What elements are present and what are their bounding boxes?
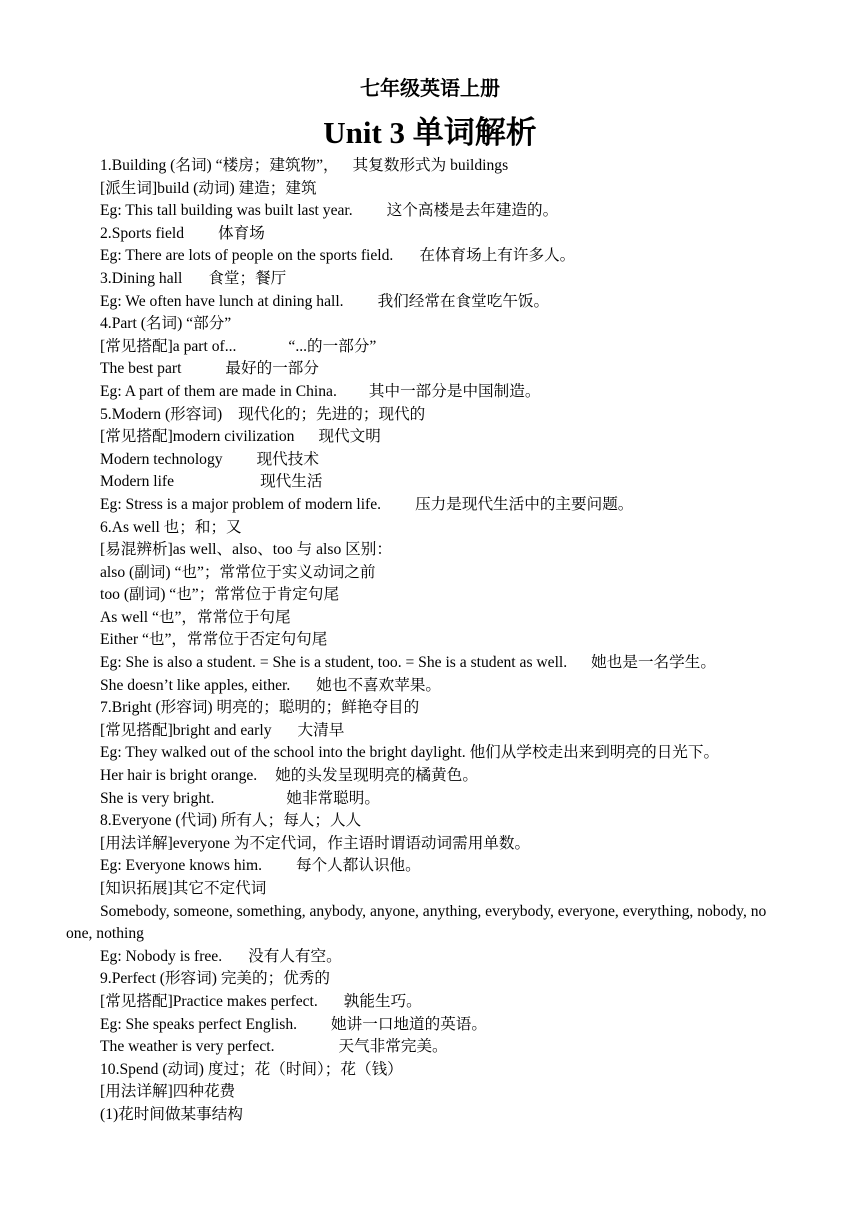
- line-translation: 没有人有空。: [248, 947, 342, 965]
- line-translation: 食堂；餐厅: [208, 269, 287, 287]
- line-text: Modern life: [100, 473, 175, 491]
- line-text: Eg: She is also a student. = She is a student, too. = She is a student as well.: [100, 654, 568, 672]
- text-line: [66, 291, 788, 314]
- text-line: [66, 946, 788, 969]
- line-translation: 现代技术: [256, 450, 319, 468]
- line-translation: 孰能生巧。: [343, 992, 422, 1010]
- line-text: [常见搭配]a part of...: [100, 337, 237, 355]
- text-line: [66, 313, 788, 336]
- line-text: The weather is very perfect.: [100, 1038, 275, 1056]
- text-line: [66, 810, 788, 833]
- line-text: 4.Part (名词) “部分”: [100, 315, 232, 333]
- line-text: Eg: Everyone knows him.: [100, 857, 262, 875]
- line-translation: 在体育场上有许多人。: [419, 247, 576, 265]
- text-line: [66, 449, 788, 472]
- line-text: She doesn’t like apples, either.: [100, 676, 291, 694]
- text-line: [66, 833, 788, 856]
- line-translation: 她非常聪明。: [286, 789, 380, 807]
- line-translation: 现代化的；先进的；现代的: [238, 405, 426, 423]
- line-translation: 她也是一名学生。: [591, 654, 716, 672]
- line-text: 3.Dining hall: [100, 269, 183, 287]
- line-translation: 最好的一部分: [225, 360, 319, 378]
- line-text: Eg: A part of them are made in China.: [100, 382, 337, 400]
- line-text: 1.Building (名词) “楼房；建筑物”，: [100, 157, 339, 174]
- text-line: [66, 155, 788, 178]
- line-translation: 现代生活: [260, 473, 323, 491]
- line-text: 10.Spend (动词) 度过；花（时间）；花（钱）: [100, 1060, 403, 1078]
- text-line: [66, 562, 788, 585]
- text-line: [66, 765, 788, 788]
- line-translation: 她的头发呈现明亮的橘黄色。: [275, 767, 478, 785]
- text-line: [66, 358, 788, 381]
- line-text: Somebody, someone, something, anybody, anyone, anything, everybody, everyone, everything, nobody, no one, nothing: [66, 902, 767, 943]
- text-line: [66, 991, 788, 1014]
- line-text: 7.Bright (形容词) 明亮的；聪明的；鲜艳夺目的: [100, 699, 420, 717]
- line-text: Eg: They walked out of the school into the bright daylight. 他们从学校走出来到明亮的日光下。: [100, 744, 720, 762]
- line-text: Her hair is bright orange.: [100, 767, 258, 785]
- text-line: [66, 494, 788, 517]
- text-line: [66, 720, 788, 743]
- line-text: She is very bright.: [100, 789, 215, 807]
- text-line: [66, 607, 788, 630]
- text-line: [66, 539, 788, 562]
- line-text: Either “也”，常常位于否定句句尾: [100, 631, 328, 649]
- line-text: [常见搭配]modern civilization: [100, 428, 295, 446]
- line-translation: 她讲一口地道的英语。: [331, 1015, 487, 1033]
- text-line: [66, 742, 788, 765]
- text-line: [66, 471, 788, 494]
- text-line: [66, 245, 788, 268]
- line-text: too (副词) “也”；常常位于肯定句尾: [100, 586, 340, 604]
- line-text: Eg: This tall building was built last year.: [100, 202, 353, 220]
- line-translation: 大清早: [297, 721, 345, 739]
- line-translation: “...的一部分”: [288, 337, 377, 355]
- line-translation: 我们经常在食堂吃午饭。: [377, 292, 550, 310]
- line-text: 5.Modern (形容词): [100, 405, 223, 423]
- line-translation: 她也不喜欢苹果。: [316, 676, 442, 694]
- text-line: [66, 584, 788, 607]
- line-text: [知识拓展]其它不定代词: [100, 880, 267, 897]
- line-text: [常见搭配]Practice makes perfect.: [100, 992, 318, 1010]
- line-translation: 体育场: [218, 224, 265, 242]
- text-line: [66, 788, 788, 811]
- line-text: Eg: Stress is a major problem of modern life.: [100, 495, 382, 513]
- page-title: Unit 3 单词解析: [323, 115, 537, 150]
- line-text: [用法详解]四种花费: [100, 1083, 236, 1101]
- text-line: [66, 1081, 788, 1104]
- text-line: [66, 268, 788, 291]
- line-text: Eg: Nobody is free.: [100, 947, 223, 965]
- text-line: [66, 968, 788, 991]
- line-text: [常见搭配]bright and early: [100, 721, 272, 739]
- line-text: Eg: She speaks perfect English.: [100, 1015, 298, 1033]
- line-text: Eg: There are lots of people on the sports field.: [100, 247, 394, 265]
- text-line: [66, 697, 788, 720]
- line-translation: 每个人都认识他。: [295, 857, 421, 875]
- line-translation: 其中一部分是中国制造。: [368, 382, 541, 400]
- line-text: [派生词]build (动词) 建造；建筑: [100, 179, 317, 197]
- line-text: Eg: We often have lunch at dining hall.: [100, 292, 344, 310]
- line-translation: 现代文明: [318, 428, 381, 446]
- line-text: [易混辨析]as well、also、too 与 also 区别：: [100, 541, 392, 559]
- document-body: [66, 155, 788, 1127]
- line-text: As well “也”，常常位于句尾: [100, 608, 291, 626]
- text-line: [66, 652, 788, 675]
- line-text: 2.Sports field: [100, 224, 185, 242]
- text-line: [66, 629, 788, 652]
- line-text: 8.Everyone (代词) 所有人；每人；人人: [100, 812, 362, 830]
- line-text: (1)花时间做某事结构: [100, 1105, 243, 1123]
- text-line: [66, 517, 788, 540]
- text-line: [66, 426, 788, 449]
- line-translation: 压力是现代生活中的主要问题。: [415, 495, 634, 513]
- text-line: [66, 178, 788, 201]
- subject-heading: 七年级英语上册: [360, 78, 500, 100]
- text-line: [66, 200, 788, 223]
- line-text: [用法详解]everyone 为不定代词，作主语时谓语动词需用单数。: [100, 834, 531, 852]
- text-line: [66, 675, 788, 698]
- line-text: also (副词) “也”；常常位于实义动词之前: [100, 563, 376, 581]
- line-translation: 天气非常完美。: [338, 1038, 448, 1056]
- text-line: [66, 1059, 788, 1082]
- text-line: [66, 901, 788, 946]
- text-line: [66, 1014, 788, 1037]
- line-text: 9.Perfect (形容词) 完美的；优秀的: [100, 970, 330, 988]
- text-line: [66, 381, 788, 404]
- line-text: The best part: [100, 360, 182, 378]
- line-translation: 其复数形式为 buildings: [352, 157, 509, 174]
- text-line: [66, 1036, 788, 1059]
- text-line: [66, 223, 788, 246]
- text-line: [66, 855, 788, 878]
- text-line: [66, 1104, 788, 1127]
- line-text: 6.As well 也；和；又: [100, 518, 242, 536]
- text-line: [66, 336, 788, 359]
- text-line: [66, 878, 788, 901]
- line-text: Modern technology: [100, 450, 223, 468]
- text-line: [66, 404, 788, 427]
- line-translation: 这个高楼是去年建造的。: [386, 202, 559, 220]
